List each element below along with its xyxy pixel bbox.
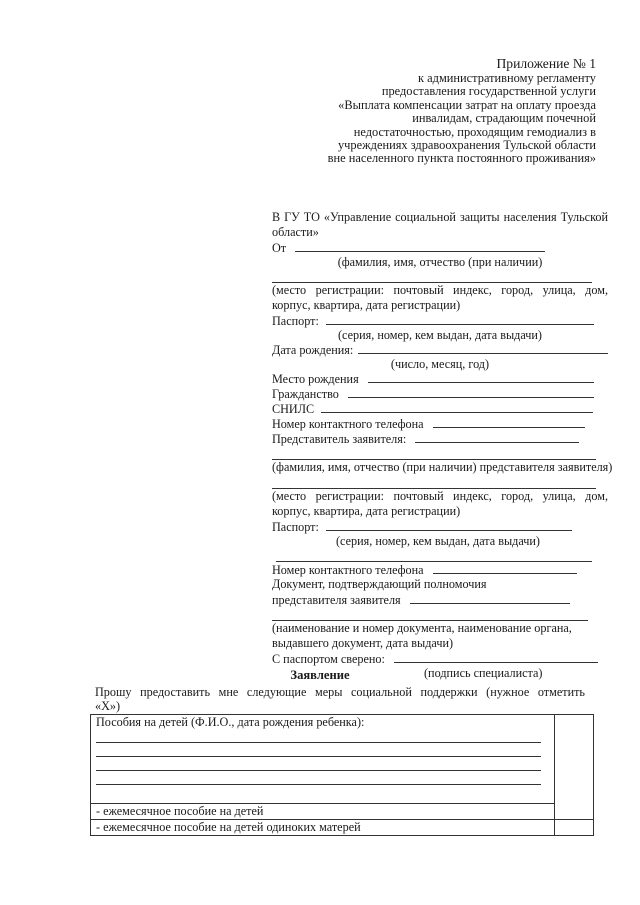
statement-title: Заявление xyxy=(290,668,350,682)
snils-row xyxy=(272,401,608,416)
passport-row xyxy=(272,313,608,328)
rep-fio-field[interactable] xyxy=(272,446,596,460)
from-field[interactable] xyxy=(295,240,545,252)
appendix-header xyxy=(328,56,596,166)
appendix-line: «Выплата компенсации затрат на оплату проезда xyxy=(338,97,596,112)
rep-passport-caption: (серия, номер, кем выдан, дата выдачи) xyxy=(336,534,540,548)
citizenship-label: Гражданство xyxy=(272,387,339,401)
phone-label: Номер контактного телефона xyxy=(272,417,424,431)
appendix-line: инвалидам, страдающим почечной xyxy=(412,111,596,126)
citizenship-field[interactable] xyxy=(348,386,594,398)
fio-caption: (фамилия, имя, отчество (при наличии) xyxy=(337,255,543,269)
citizenship-row xyxy=(272,386,608,401)
statement-text: Прошу предоставить мне следующие меры социальной поддержки (нужное отметить xyxy=(95,685,585,699)
authority-doc-field[interactable] xyxy=(410,592,570,604)
appendix-line: предоставления государственной услуги xyxy=(381,84,596,99)
birthdate-label: Дата рождения: xyxy=(272,343,354,357)
phone-field[interactable] xyxy=(433,416,585,428)
authority-doc-row xyxy=(272,592,608,607)
child-info-line[interactable] xyxy=(96,771,541,785)
authority-doc-extra-field[interactable] xyxy=(272,607,588,621)
address-caption: корпус, квартира, дата регистрации) xyxy=(272,298,461,312)
address-caption: (место регистрации: почтовый индекс, город, улица, дом, xyxy=(272,283,608,297)
rep-phone-row xyxy=(272,562,608,577)
verified-row xyxy=(272,651,608,666)
rep-passport-label: Паспорт: xyxy=(272,520,319,534)
applicant-block xyxy=(272,210,613,680)
address-field[interactable] xyxy=(272,269,592,283)
birthplace-label: Место рождения xyxy=(272,372,359,386)
phone-row xyxy=(272,416,608,431)
rep-address-caption: (место регистрации: почтовый индекс, город, улица, дом, xyxy=(272,489,608,503)
rep-passport-row xyxy=(272,519,608,534)
representative-row xyxy=(272,431,608,446)
representative-field[interactable] xyxy=(415,431,579,443)
rep-address-caption: корпус, квартира, дата регистрации) xyxy=(272,504,461,518)
authority-doc-label: представителя заявителя xyxy=(272,593,401,607)
snils-field[interactable] xyxy=(321,401,593,413)
passport-field[interactable] xyxy=(326,313,594,325)
child-info-line[interactable] xyxy=(96,743,541,757)
rep-phone-field[interactable] xyxy=(433,562,577,574)
birthplace-field[interactable] xyxy=(368,371,594,383)
rep-address-field[interactable] xyxy=(272,475,596,489)
snils-label: СНИЛС xyxy=(272,402,315,416)
birthplace-row xyxy=(272,371,608,386)
mark-cell[interactable] xyxy=(555,715,594,820)
birthdate-row xyxy=(272,342,608,357)
signature-caption: (подпись специалиста) xyxy=(424,666,543,680)
verified-signature-field[interactable] xyxy=(394,651,598,663)
rep-passport-extra-field[interactable] xyxy=(276,548,592,562)
birthdate-field[interactable] xyxy=(358,342,608,354)
appendix-title: Приложение № 1 xyxy=(496,56,596,71)
from-row xyxy=(272,240,608,255)
monthly-benefit-cell: - ежемесячное пособие на детей xyxy=(91,804,555,820)
appendix-line: к административному регламенту xyxy=(418,71,596,85)
birthdate-caption: (число, месяц, год) xyxy=(390,357,490,371)
table-row xyxy=(91,715,594,804)
authority-doc-label: Документ, подтверждающий полномочия xyxy=(272,577,487,591)
child-info-line[interactable] xyxy=(96,757,541,771)
benefits-table xyxy=(90,714,594,836)
child-benefits-label: Пособия на детей (Ф.И.О., дата рождения ребенка): xyxy=(96,715,365,729)
rep-fio-caption: (фамилия, имя, отчество (при наличии) представителя заявителя) xyxy=(272,460,613,474)
table-row xyxy=(91,804,594,820)
statement-text: «Х») xyxy=(95,699,121,713)
representative-label: Представитель заявителя: xyxy=(272,432,407,446)
verified-label: С паспортом сверено: xyxy=(272,652,385,666)
appendix-line: недостаточностью, проходящим гемодиализ в xyxy=(353,124,596,139)
appendix-line: вне населенного пункта постоянного проживания» xyxy=(327,151,596,166)
from-label: От xyxy=(272,241,287,255)
passport-label: Паспорт: xyxy=(272,314,319,328)
appendix-line: учреждениях здравоохранения Тульской области xyxy=(337,138,596,153)
mark-cell[interactable] xyxy=(555,820,594,836)
table-row xyxy=(91,820,594,836)
child-info-line[interactable] xyxy=(96,729,541,743)
addressee-line: области» xyxy=(272,225,319,239)
addressee-line: В ГУ ТО «Управление социальной защиты населения Тульской xyxy=(272,210,608,224)
doc-caption: (наименование и номер документа, наименование органа, xyxy=(272,621,572,635)
child-benefits-cell xyxy=(91,715,555,804)
doc-caption: выдавшего документ, дата выдачи) xyxy=(272,636,454,650)
rep-passport-field[interactable] xyxy=(326,519,572,531)
passport-caption: (серия, номер, кем выдан, дата выдачи) xyxy=(338,328,542,342)
single-mothers-benefit-cell: - ежемесячное пособие на детей одиноких матерей xyxy=(91,820,555,836)
rep-phone-label: Номер контактного телефона xyxy=(272,563,424,577)
